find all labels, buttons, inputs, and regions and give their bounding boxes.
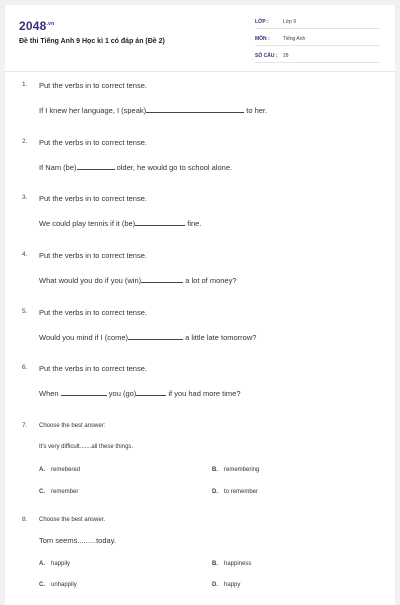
- option-letter: B.: [212, 467, 218, 473]
- meta-class-key: LỚP :: [255, 18, 269, 25]
- question-sentence: [39, 388, 241, 398]
- option-d[interactable]: [212, 582, 240, 588]
- answer-blank[interactable]: [128, 332, 183, 340]
- question-number: 4.: [22, 251, 28, 258]
- answer-blank[interactable]: [135, 218, 185, 226]
- site-logo[interactable]: [19, 19, 54, 33]
- question-instruction: Put the verbs in to correct tense.: [39, 194, 147, 203]
- header: [5, 5, 395, 65]
- question-stem: It's very difficult.......all these things.: [39, 444, 134, 450]
- sentence-part-1: If Nam (be): [39, 163, 77, 172]
- question-instruction: Put the verbs in to correct tense.: [39, 81, 147, 90]
- answer-blank[interactable]: [141, 275, 183, 283]
- question-instruction: Put the verbs in to correct tense.: [39, 308, 147, 317]
- meta-count-key: SỐ CÂU :: [255, 52, 278, 59]
- option-b[interactable]: [212, 467, 259, 473]
- sentence-part-2: fine.: [185, 219, 202, 228]
- answer-blank-1[interactable]: [61, 388, 107, 396]
- option-letter: D.: [212, 489, 218, 495]
- option-d[interactable]: [212, 489, 258, 495]
- option-a[interactable]: [39, 561, 70, 567]
- option-text: remebered: [51, 467, 81, 473]
- exam-sheet: [5, 5, 395, 605]
- sentence-part-1: Would you mind if I (come): [39, 333, 129, 342]
- option-letter: B.: [212, 561, 218, 567]
- meta-subject-value: Tiếng Anh: [283, 35, 306, 42]
- question-stem: Tom seems.........today.: [39, 536, 116, 545]
- option-a[interactable]: [39, 467, 80, 473]
- answer-blank[interactable]: [146, 105, 244, 113]
- sentence-part-3: if you had more time?: [166, 389, 241, 398]
- question-sentence: [39, 105, 267, 115]
- question-number: 3.: [22, 194, 28, 201]
- meta-class-value: Lớp 9: [283, 18, 297, 25]
- document-title: Đề thi Tiếng Anh 9 Học kì 1 có đáp án (Đề 2): [19, 38, 165, 45]
- question-instruction: Choose the best answer.: [39, 517, 106, 523]
- option-c[interactable]: [39, 489, 78, 495]
- sentence-part-2: you (go): [106, 389, 137, 398]
- sentence-part-2: to her.: [244, 106, 268, 115]
- meta-info: [255, 15, 380, 66]
- option-text: happiness: [224, 561, 252, 567]
- option-b[interactable]: [212, 561, 251, 567]
- meta-class-row: [255, 15, 380, 29]
- answer-blank-2[interactable]: [136, 388, 166, 396]
- option-text: unhappily: [51, 582, 77, 588]
- logo-suffix: .vn: [46, 21, 55, 27]
- option-c[interactable]: [39, 582, 77, 588]
- meta-count-row: [255, 49, 380, 63]
- option-text: happy: [224, 582, 241, 588]
- option-letter: D.: [212, 582, 218, 588]
- question-number: 1.: [22, 81, 28, 88]
- option-text: happily: [51, 561, 71, 567]
- question-number: 5.: [22, 308, 28, 315]
- answer-blank[interactable]: [77, 162, 115, 170]
- option-text: to remember: [224, 489, 259, 495]
- option-letter: A.: [39, 467, 45, 473]
- question-instruction: Choose the best answer:: [39, 423, 106, 429]
- question-instruction: Put the verbs in to correct tense.: [39, 138, 147, 147]
- question-number: 6.: [22, 364, 28, 371]
- meta-count-value: 28: [283, 52, 289, 59]
- sentence-part-2: a little late tomorrow?: [183, 333, 257, 342]
- option-letter: C.: [39, 582, 45, 588]
- question-number: 7.: [22, 422, 28, 429]
- question-sentence: [39, 162, 232, 172]
- sentence-part-1: If I knew her language, I (speak): [39, 106, 147, 115]
- logo-text: 2048: [19, 19, 47, 33]
- sentence-part-1: What would you do if you (win): [39, 276, 142, 285]
- header-divider: [5, 71, 395, 72]
- sentence-part-1: When: [39, 389, 61, 398]
- option-letter: A.: [39, 561, 45, 567]
- meta-subject-key: MÔN :: [255, 35, 270, 42]
- question-number: 2.: [22, 138, 28, 145]
- option-text: remember: [51, 489, 79, 495]
- sentence-part-2: a lot of money?: [183, 276, 237, 285]
- option-text: remembering: [224, 467, 260, 473]
- meta-subject-row: [255, 32, 380, 46]
- sentence-part-2: older, he would go to school alone.: [114, 163, 233, 172]
- option-letter: C.: [39, 489, 45, 495]
- question-sentence: [39, 332, 256, 342]
- question-sentence: [39, 275, 237, 285]
- question-instruction: Put the verbs in to correct tense.: [39, 251, 147, 260]
- question-instruction: Put the verbs in to correct tense.: [39, 364, 147, 373]
- question-sentence: [39, 218, 201, 228]
- question-number: 8.: [22, 516, 28, 523]
- sentence-part-1: We could play tennis if it (be): [39, 219, 136, 228]
